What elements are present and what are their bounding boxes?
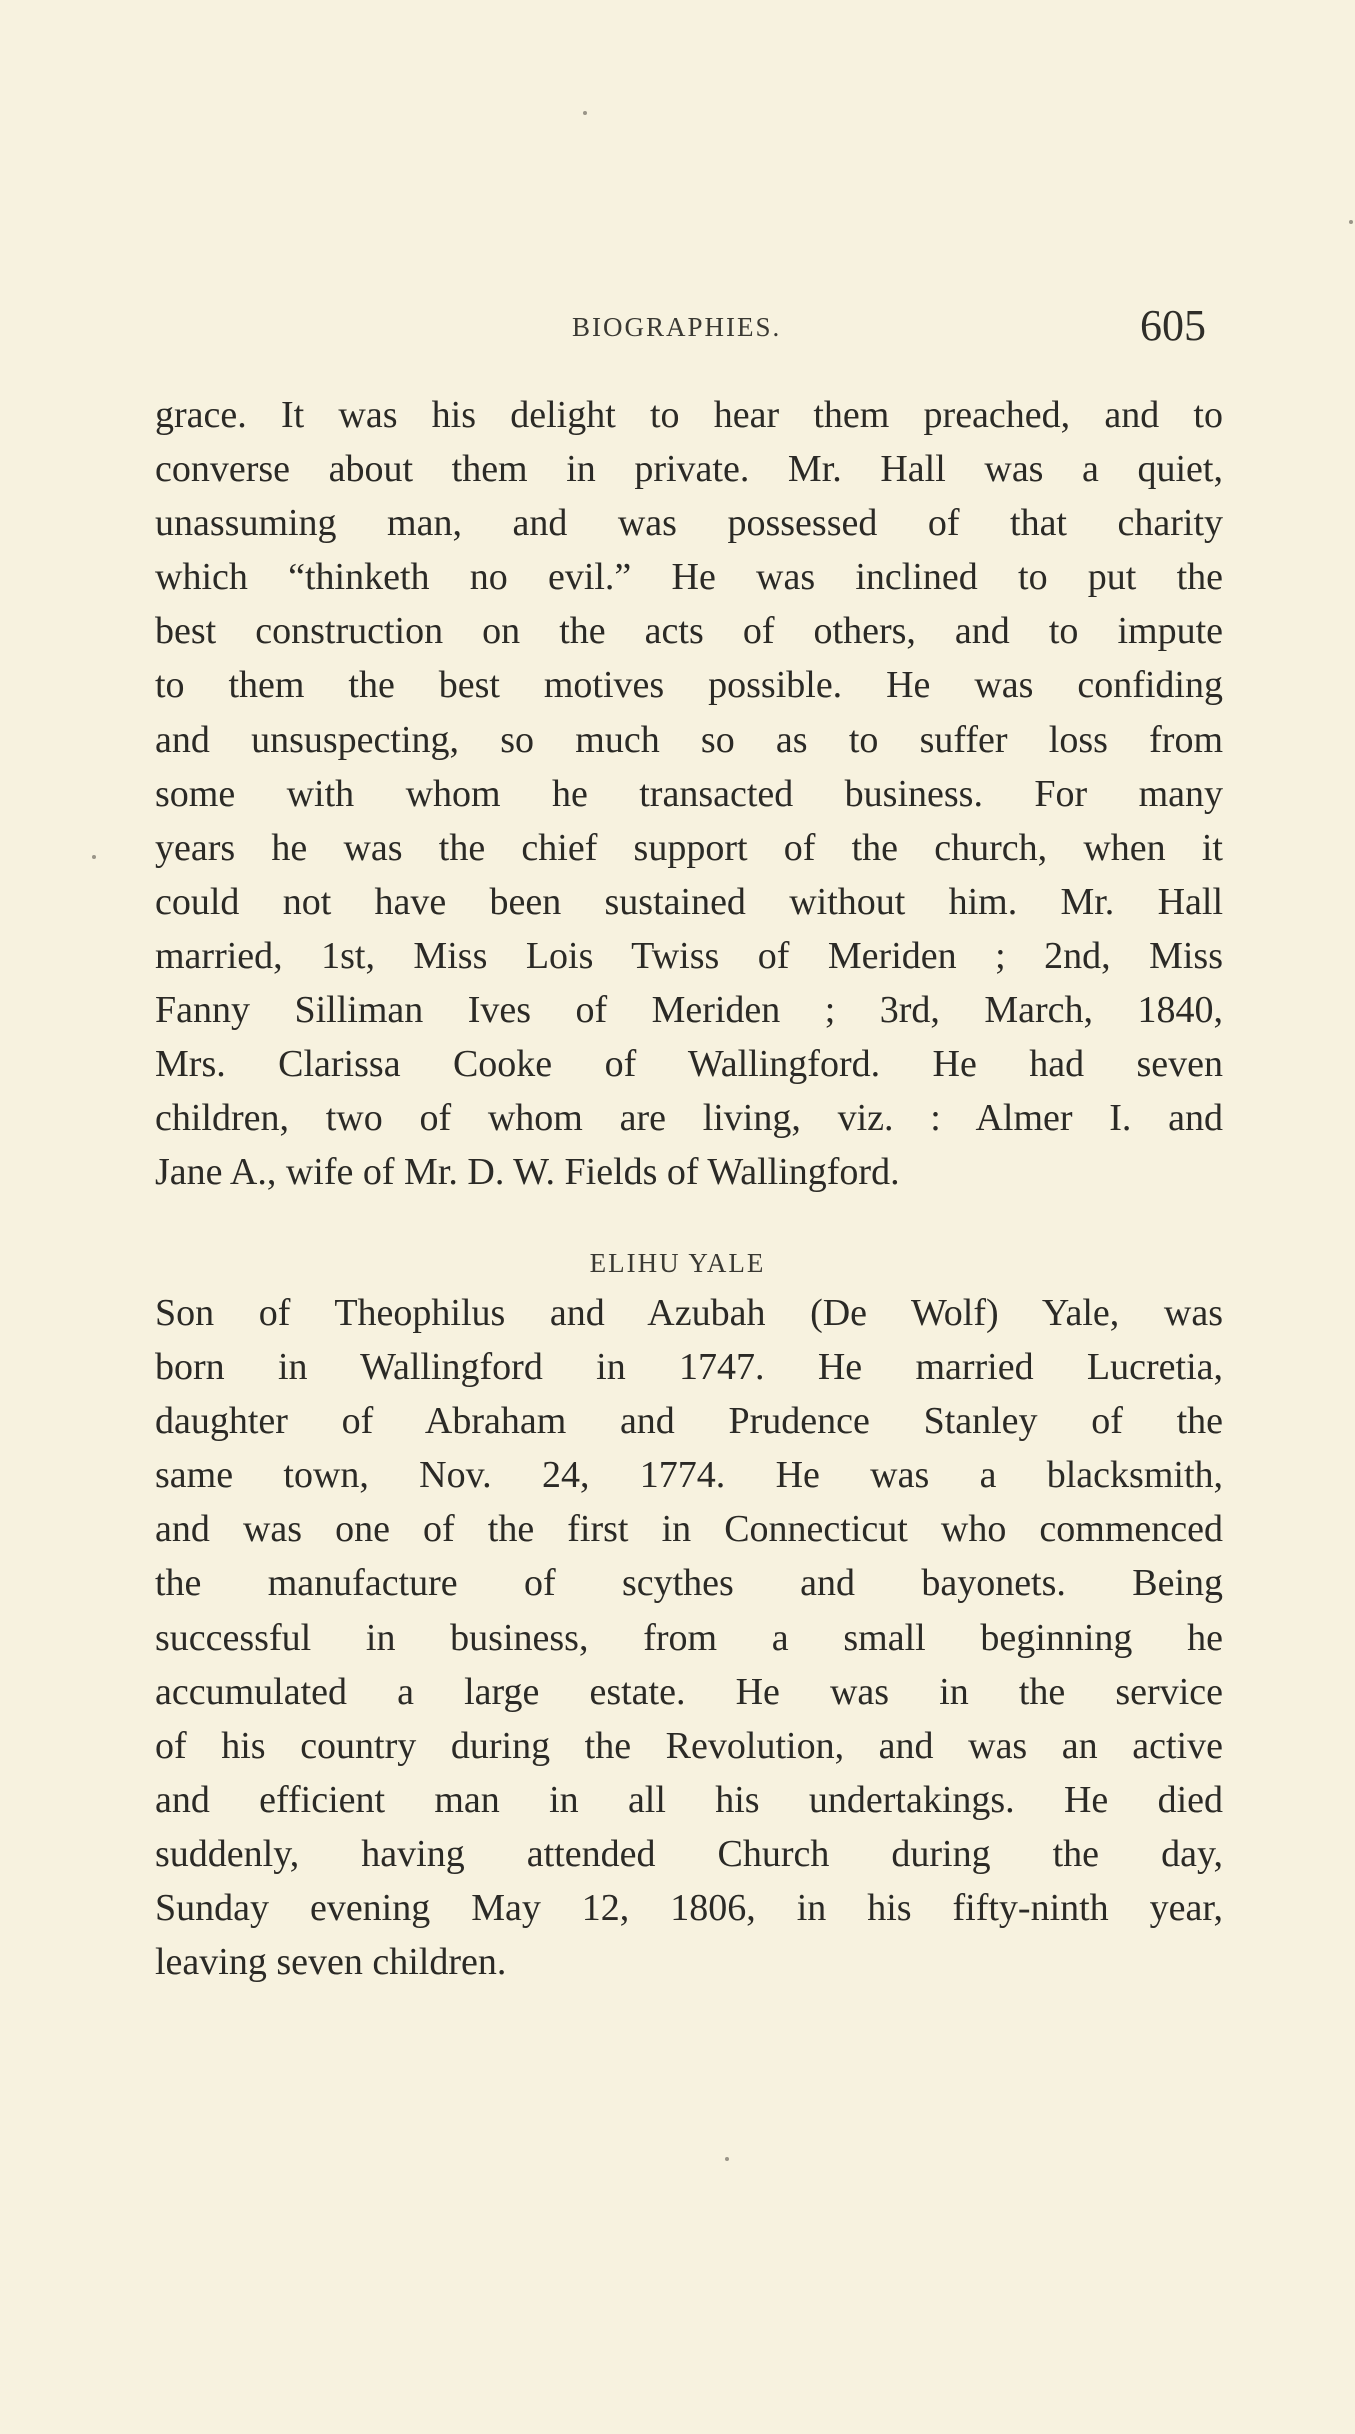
text-line: which “thinketh no evil.” He was inclined to put the xyxy=(155,556,1223,599)
text-line: accumulated a large estate. He was in the service xyxy=(155,1670,1223,1713)
text-line: suddenly, having attended Church during the day, xyxy=(155,1832,1223,1875)
text-line: unassuming man, and was possessed of that charity xyxy=(155,502,1223,545)
text-line: Jane A., wife of Mr. D. W. Fields of Wallingford. xyxy=(155,1151,900,1194)
paper-speck xyxy=(725,2157,729,2161)
text-line: Sunday evening May 12, 1806, in his fifty-ninth year, xyxy=(155,1887,1223,1930)
text-line: married, 1st, Miss Lois Twiss of Meriden ; 2nd, Miss xyxy=(155,934,1223,977)
paper-speck xyxy=(1349,220,1353,224)
text-line: leaving seven children. xyxy=(155,1941,507,1984)
page-number: 605 xyxy=(1140,301,1206,350)
paragraph-yale xyxy=(155,1286,1223,1989)
text-line: children, two of whom are living, viz. : Almer I. and xyxy=(155,1097,1223,1140)
text-line: Mrs. Clarissa Cooke of Wallingford. He had seven xyxy=(155,1043,1223,1086)
text-line: grace. It was his delight to hear them preached, and to xyxy=(155,394,1223,436)
text-line: Son of Theophilus and Azubah (De Wolf) Yale, was xyxy=(155,1292,1223,1334)
paper-speck xyxy=(583,111,587,115)
text-line: to them the best motives possible. He was confiding xyxy=(155,664,1223,707)
text-line: and unsuspecting, so much so as to suffer loss from xyxy=(155,718,1223,761)
text-line: born in Wallingford in 1747. He married Lucretia, xyxy=(155,1346,1223,1389)
text-line: years he was the chief support of the church, when it xyxy=(155,826,1223,869)
text-line: same town, Nov. 24, 1774. He was a blacksmith, xyxy=(155,1454,1223,1497)
text-line: converse about them in private. Mr. Hall was a quiet, xyxy=(155,448,1223,491)
paper-speck xyxy=(92,855,96,859)
text-line: the manufacture of scythes and bayonets. Being xyxy=(155,1562,1223,1605)
text-line: Fanny Silliman Ives of Meriden ; 3rd, March, 1840, xyxy=(155,989,1223,1032)
running-head-title: BIOGRAPHIES. xyxy=(572,312,782,342)
text-line: and efficient man in all his undertakings. He died xyxy=(155,1778,1223,1821)
section-heading: ELIHU YALE xyxy=(589,1248,766,1278)
running-head xyxy=(0,300,1355,360)
paragraph-hall xyxy=(155,388,1223,1199)
text-line: some with whom he transacted business. For many xyxy=(155,772,1223,815)
text-line: daughter of Abraham and Prudence Stanley of the xyxy=(155,1400,1223,1443)
text-line: and was one of the first in Connecticut who commenced xyxy=(155,1508,1223,1551)
text-line: of his country during the Revolution, and was an active xyxy=(155,1724,1223,1767)
text-line: could not have been sustained without him. Mr. Hall xyxy=(155,880,1223,923)
text-line: successful in business, from a small beginning he xyxy=(155,1616,1223,1659)
text-line: best construction on the acts of others, and to impute xyxy=(155,610,1223,653)
